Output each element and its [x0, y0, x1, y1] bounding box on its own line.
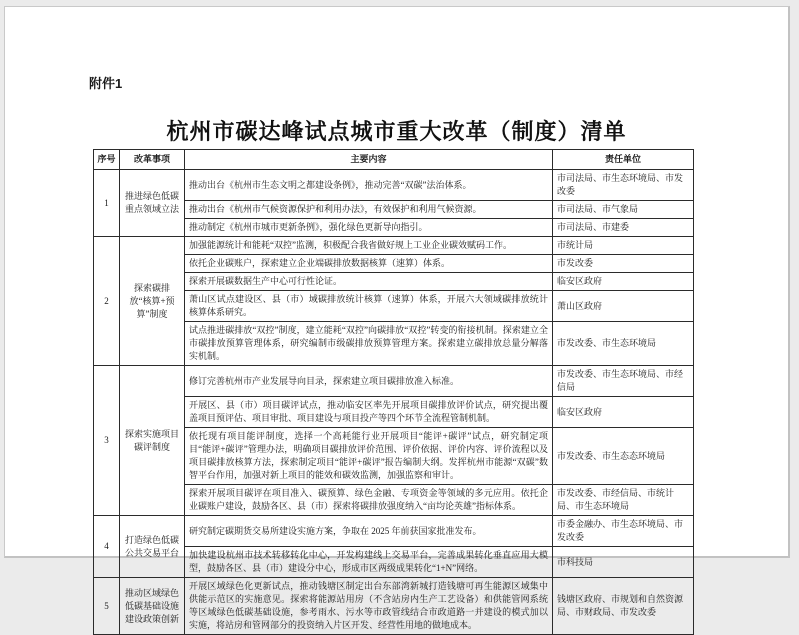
reform-list-table: [93, 149, 694, 635]
main-content-cell: 开展区、县（市）项目碳评试点，推动临安区率先开展项目碳排放评价试点，研究提出覆盖项目预评估、项目审批、项目建设与项目投产等四个环节全流程管制机制。: [185, 397, 553, 428]
main-content-cell: 探索开展项目碳评在项目准入、碳预算、绿色金融、专项资金等领域的多元应用。依托企业碳账户建设，鼓励各区、县（市）探索将碳排放强度纳入“亩均论英雄”指标体系。: [185, 485, 553, 516]
main-content-cell: 依托企业碳账户，探索建立企业端碳排放数据核算（速算）体系。: [185, 255, 553, 273]
responsible-unit-cell: 市发改委、市生态态环境局: [553, 428, 694, 485]
main-content-cell: 试点推进碳排放“双控”制度，建立能耗“双控”向碳排放“双控”转变的衔接机制。探索建立全市碳排放预算管理体系，研究编制市级碳排放预算管理方案。探索建立碳排放总量分解落实机制。: [185, 322, 553, 366]
reform-item-cell: 打造绿色低碳公共交易平台: [120, 516, 185, 578]
reform-item-cell: 探索碳排放“核算+预算”制度: [120, 237, 185, 366]
table-row: [94, 366, 694, 397]
document-page: [4, 6, 790, 630]
header-serial-number: 序号: [94, 150, 120, 170]
responsible-unit-cell: 市发改委、市经信局、市统计局、市生态环境局: [553, 485, 694, 516]
main-content-cell: 开展区域绿色化更新试点，推动钱塘区制定出台东部湾新城打造钱塘可再生能源区域集中供能示范区的实施意见。探索将能源站用房（不含站房内生产工艺设备）和供能管网系统等区域绿色低碳基础设施，参考雨水、污水等市政管线结合市政道路一并建设的模式加以实施，将站房和管网部分的投资纳入片区开发、经营性用地的做地成本。: [185, 578, 553, 635]
responsible-unit-cell: 市司法局、市建委: [553, 219, 694, 237]
serial-number-cell: 2: [94, 237, 120, 366]
serial-number-cell: 3: [94, 366, 120, 516]
header-responsible-unit: 责任单位: [553, 150, 694, 170]
serial-number-cell: 1: [94, 170, 120, 237]
serial-number-cell: 5: [94, 578, 120, 635]
responsible-unit-cell: 临安区政府: [553, 273, 694, 291]
responsible-unit-cell: 市司法局、市生态环境局、市发改委: [553, 170, 694, 201]
main-content-cell: 依托现有项目能评制度，选择一个高耗能行业开展项目“能评+碳评”试点，研究制定项目“能评+碳评”管理办法，明确项目碳排放评价范围、评价依据、评价内容、评价流程以及项目碳排放核算方法，探索制定项目“能评+碳评”报告编制大纲。发挥杭州市能源“双碳”数智平台作用，加强对新上项目的能效和碳效监测，加强监察和审计。: [185, 428, 553, 485]
main-content-cell: 加强能源统计和能耗“双控”监测，积极配合我省做好规上工业企业碳效赋码工作。: [185, 237, 553, 255]
main-content-cell: 推动出台《杭州市气候资源保护和利用办法》，有效保护和利用气候资源。: [185, 201, 553, 219]
page-title: 杭州市碳达峰试点城市重大改革（制度）清单: [166, 119, 627, 144]
main-content-cell: 推动制定《杭州市城市更新条例》，强化绿色更新导向指引。: [185, 219, 553, 237]
main-content-cell: 修订完善杭州市产业发展导向目录，探索建立项目碳排放准入标准。: [185, 366, 553, 397]
header-reform-item: 改革事项: [120, 150, 185, 170]
attachment-label: 附件1: [89, 76, 123, 91]
responsible-unit-cell: 临安区政府: [553, 397, 694, 428]
header-main-content: 主要内容: [185, 150, 553, 170]
responsible-unit-cell: 市统计局: [553, 237, 694, 255]
reform-item-cell: 探索实施项目碳评制度: [120, 366, 185, 516]
responsible-unit-cell: 市发改委: [553, 255, 694, 273]
responsible-unit-cell: 市司法局、市气象局: [553, 201, 694, 219]
reform-item-cell: 推动区域绿色低碳基础设施建设政策创新: [120, 578, 185, 635]
serial-number-cell: 4: [94, 516, 120, 578]
table-row: [94, 170, 694, 201]
table-row: [94, 237, 694, 255]
responsible-unit-cell: 萧山区政府: [553, 291, 694, 322]
table-row: [94, 516, 694, 547]
reform-item-cell: 推进绿色低碳重点领域立法: [120, 170, 185, 237]
table-header-row: [94, 150, 694, 170]
responsible-unit-cell: 市发改委、市生态环境局、市经信局: [553, 366, 694, 397]
responsible-unit-cell: 市委金融办、市生态环境局、市发改委: [553, 516, 694, 547]
main-content-cell: 加快建设杭州市技术转移转化中心，开发构建线上交易平台，完善成果转化垂直应用大模型，鼓励各区、县（市）建设分中心，形成市区两级成果转化“1+N”网络。: [185, 547, 553, 578]
main-content-cell: 探索开展碳数据生产中心可行性论证。: [185, 273, 553, 291]
main-content-cell: 推动出台《杭州市生态文明之都建设条例》，推动完善“双碳”法治体系。: [185, 170, 553, 201]
main-content-cell: 萧山区试点建设区、县（市）域碳排放统计核算（速算）体系，开展六大领域碳排放统计核算体系研究。: [185, 291, 553, 322]
table-row: [94, 578, 694, 635]
responsible-unit-cell: 市发改委、市生态环境局: [553, 322, 694, 366]
responsible-unit-cell: 市科技局: [553, 547, 694, 578]
main-content-cell: 研究制定碳期货交易所建设实施方案，争取在 2025 年前获国家批准发布。: [185, 516, 553, 547]
reform-table-body: [94, 170, 694, 635]
responsible-unit-cell: 钱塘区政府、市规划和自然资源局、市财政局、市发改委: [553, 578, 694, 635]
